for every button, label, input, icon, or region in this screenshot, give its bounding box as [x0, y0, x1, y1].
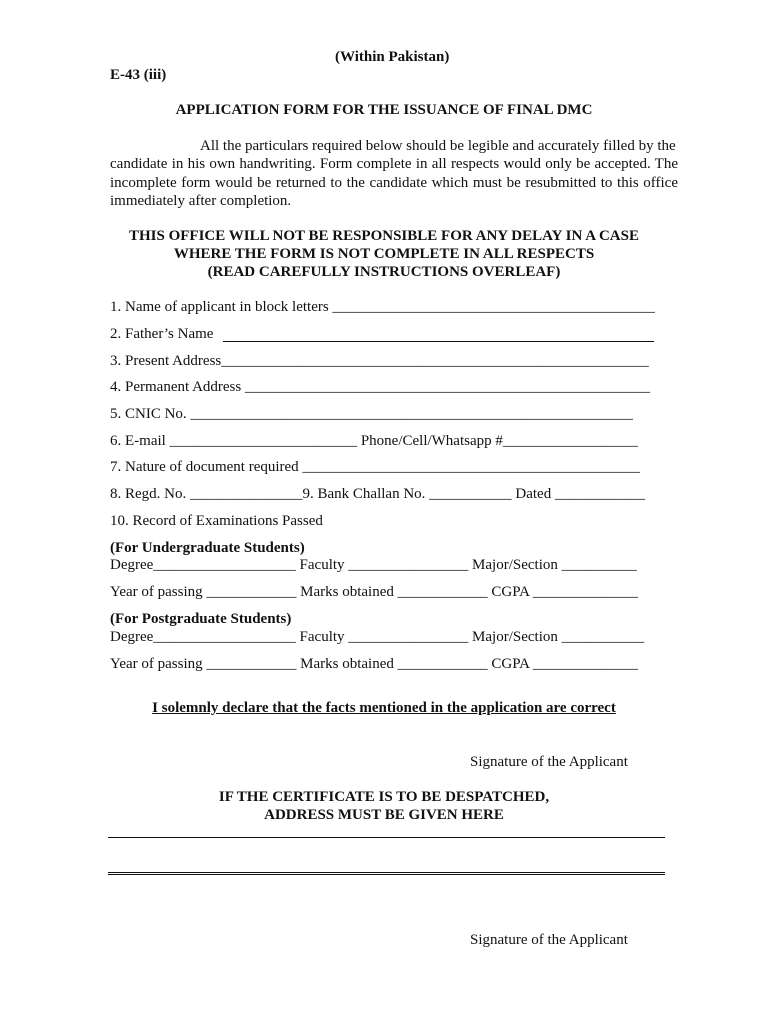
field-exam-record-label: 10. Record of Examinations Passed — [110, 513, 323, 529]
warning-line-1: THIS OFFICE WILL NOT BE RESPONSIBLE FOR ANY DELAY IN A CASE — [128, 228, 639, 244]
field-applicant-name[interactable]: 1. Name of applicant in block letters ___________________________________________ — [110, 299, 655, 315]
dispatch-address-line-1[interactable] — [108, 837, 665, 838]
postgrad-marks-row[interactable]: Year of passing ____________ Marks obtained ____________ CGPA ______________ — [110, 656, 638, 672]
dispatch-address-line-2[interactable] — [108, 872, 665, 875]
dispatch-line-1: IF THE CERTIFICATE IS TO BE DESPATCHED, — [218, 789, 550, 805]
undergrad-marks-row[interactable]: Year of passing ____________ Marks obtained ____________ CGPA ______________ — [110, 584, 638, 600]
father-name-line[interactable] — [223, 341, 654, 342]
field-present-address[interactable]: 3. Present Address_________________________________________________________ — [110, 353, 649, 369]
intro-first-line: All the particulars required below should be legible and accurately filled by the — [200, 138, 676, 154]
signature-label-1: Signature of the Applicant — [470, 754, 628, 770]
form-code: E-43 (iii) — [110, 67, 167, 83]
undergrad-degree-row[interactable]: Degree___________________ Faculty ________________ Major/Section __________ — [110, 557, 637, 573]
field-regd-challan-date[interactable]: 8. Regd. No. _______________9. Bank Challan No. ___________ Dated ____________ — [110, 486, 645, 502]
intro-paragraph: candidate in his own handwriting. Form complete in all respects would only be accepted. The incomplete form would be returned to the candidate which must be resubmitted to this office immediately after completion. — [110, 156, 678, 209]
postgrad-heading: (For Postgraduate Students) — [110, 611, 292, 627]
field-document-nature[interactable]: 7. Nature of document required _____________________________________________ — [110, 459, 640, 475]
signature-label-2: Signature of the Applicant — [470, 932, 628, 948]
field-email-phone[interactable]: 6. E-mail _________________________ Phone/Cell/Whatsapp #__________________ — [110, 433, 638, 449]
declaration: I solemnly declare that the facts mentioned in the application are correct — [152, 700, 616, 716]
undergrad-heading: (For Undergraduate Students) — [110, 540, 305, 556]
within-pakistan-label: (Within Pakistan) — [335, 49, 450, 65]
field-cnic[interactable]: 5. CNIC No. ___________________________________________________________ — [110, 406, 633, 422]
field-father-name-label: 2. Father’s Name — [110, 326, 214, 342]
field-permanent-address[interactable]: 4. Permanent Address ______________________________________________________ — [110, 379, 650, 395]
warning-line-2: WHERE THE FORM IS NOT COMPLETE IN ALL RESPECTS — [173, 246, 595, 262]
form-title: APPLICATION FORM FOR THE ISSUANCE OF FINAL DMC — [175, 102, 593, 118]
warning-line-3: (READ CAREFULLY INSTRUCTIONS OVERLEAF) — [207, 264, 561, 280]
dispatch-line-2: ADDRESS MUST BE GIVEN HERE — [264, 807, 504, 823]
postgrad-degree-row[interactable]: Degree___________________ Faculty ________________ Major/Section ___________ — [110, 629, 645, 645]
